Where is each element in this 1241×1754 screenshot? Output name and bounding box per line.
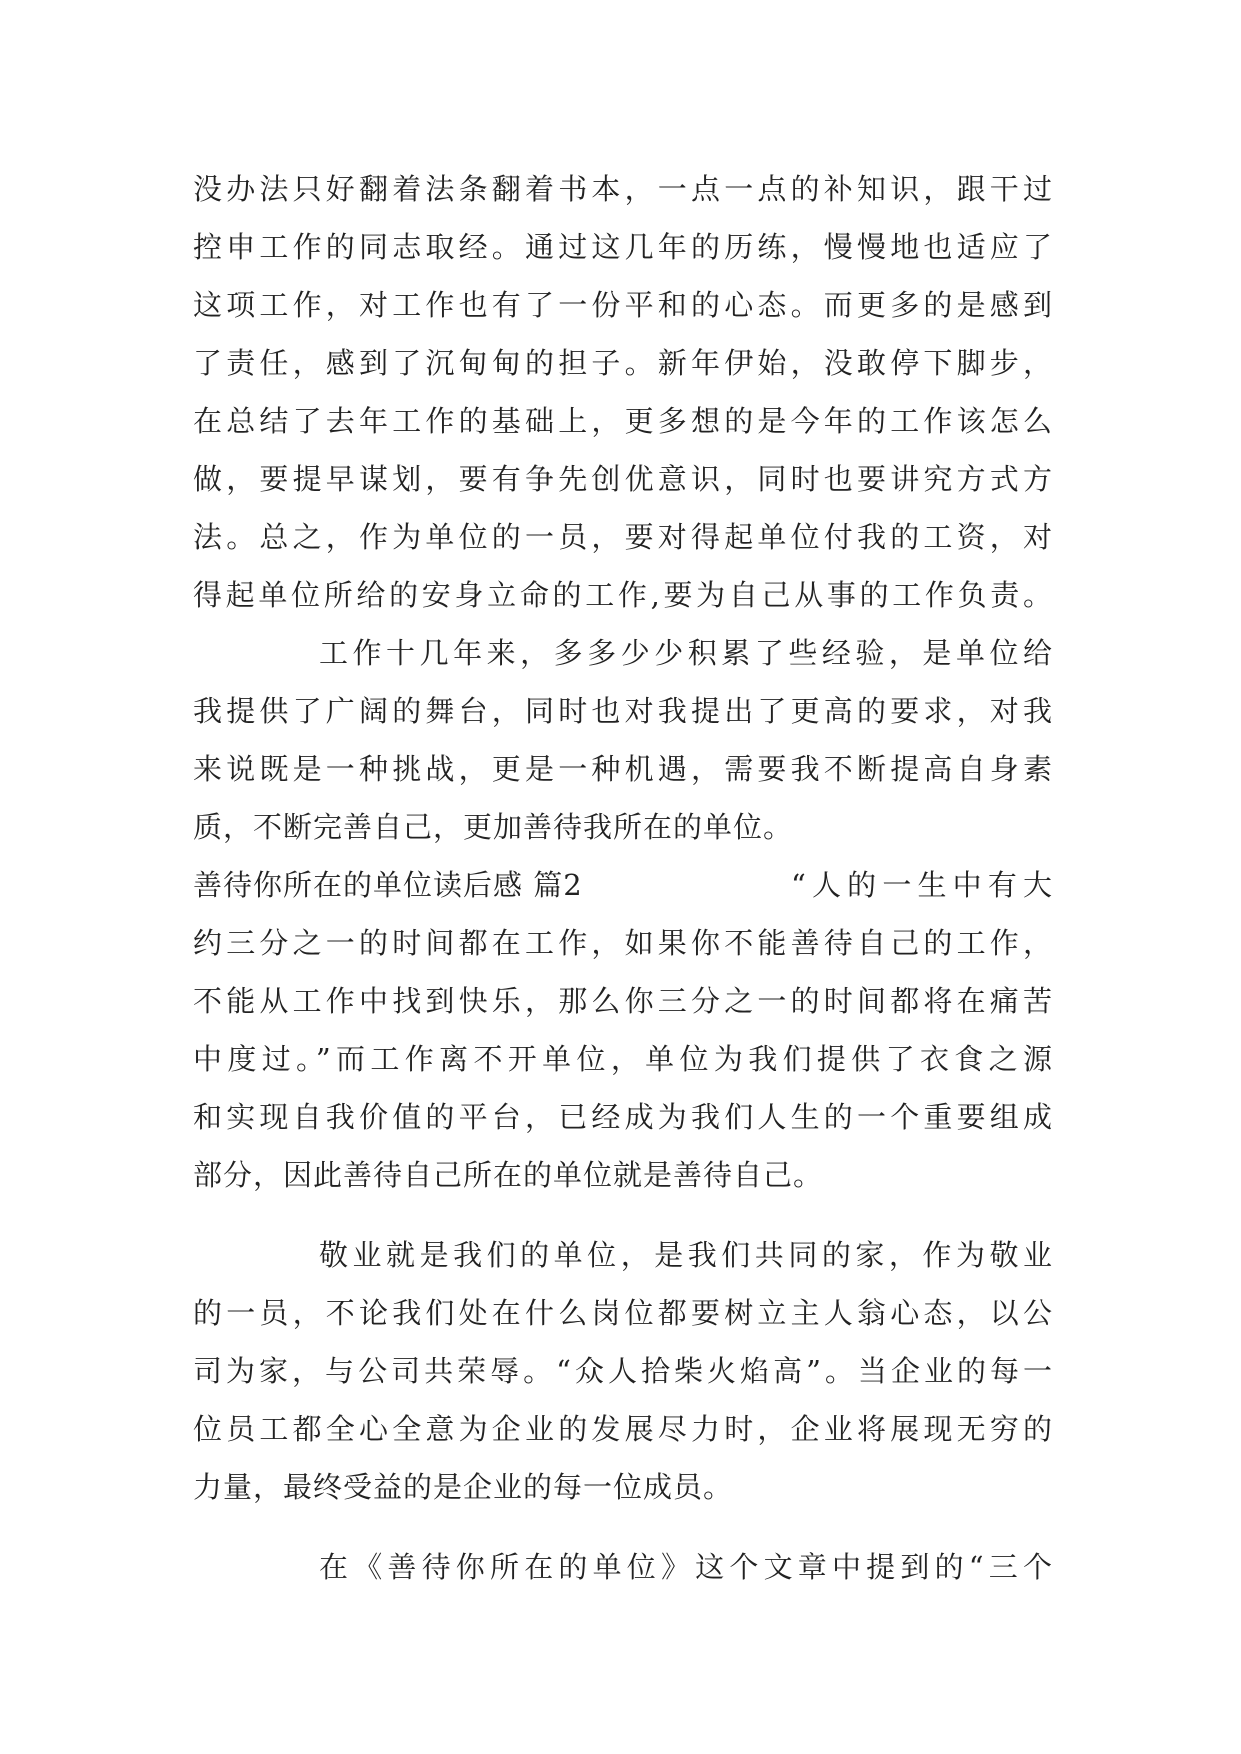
text-line: 法。总之，作为单位的一员，要对得起单位付我的工资，对 (193, 520, 1053, 554)
text-line: 我提供了广阔的舞台，同时也对我提出了更高的要求，对我 (193, 694, 1053, 728)
text-line: 在《善待你所在的单位》这个文章中提到的“三个 (319, 1550, 1053, 1584)
text-line: 和实现自我价值的平台，已经成为我们人生的一个重要组成 (193, 1100, 1053, 1134)
text-line: 位员工都全心全意为企业的发展尽力时，企业将展现无穷的 (193, 1412, 1053, 1446)
paragraph-gap (193, 1204, 1053, 1226)
text-line: 部分，因此善待自己所在的单位就是善待自己。 (193, 1158, 824, 1192)
paragraph (193, 160, 1053, 624)
paragraph-gap (193, 1516, 1053, 1538)
section-heading: 善待你所在的单位读后感 篇2 (193, 868, 583, 902)
text-line: 没办法只好翻着法条翻着书本，一点一点的补知识，跟干过 (193, 172, 1053, 206)
text-line: 工作十几年来，多多少少积累了些经验，是单位给 (319, 636, 1053, 670)
text-line: 来说既是一种挑战，更是一种机遇，需要我不断提高自身素 (193, 752, 1053, 786)
text-line: 不能从工作中找到快乐，那么你三分之一的时间都将在痛苦 (193, 984, 1053, 1018)
text-line: “人的一生中有大 (791, 868, 1053, 902)
text-line: 得起单位所给的安身立命的工作,要为自己从事的工作负责。 (193, 578, 1053, 612)
text-line: 敬业就是我们的单位，是我们共同的家，作为敬业 (319, 1238, 1053, 1272)
text-line: 质，不断完善自己，更加善待我所在的单位。 (193, 810, 794, 844)
text-line: 司为家，与公司共荣辱。“众人拾柴火焰高”。当企业的每一 (193, 1354, 1053, 1388)
section-heading-row (193, 856, 1053, 914)
document-body (193, 160, 1053, 1596)
paragraph (193, 1226, 1053, 1516)
text-line: 这项工作，对工作也有了一份平和的心态。而更多的是感到 (193, 288, 1053, 322)
paragraph (193, 1538, 1053, 1596)
text-line: 的一员，不论我们处在什么岗位都要树立主人翁心态，以公 (193, 1296, 1053, 1330)
text-line: 中度过。”而工作离不开单位，单位为我们提供了衣食之源 (193, 1042, 1053, 1076)
text-line: 了责任，感到了沉甸甸的担子。新年伊始，没敢停下脚步， (193, 346, 1053, 380)
text-line: 在总结了去年工作的基础上，更多想的是今年的工作该怎么 (193, 404, 1053, 438)
text-line: 约三分之一的时间都在工作，如果你不能善待自己的工作， (193, 926, 1053, 960)
text-line: 做，要提早谋划，要有争先创优意识，同时也要讲究方式方 (193, 462, 1053, 496)
text-line: 力量，最终受益的是企业的每一位成员。 (193, 1470, 734, 1504)
paragraph (193, 624, 1053, 856)
text-line: 控申工作的同志取经。通过这几年的历练，慢慢地也适应了 (193, 230, 1053, 264)
paragraph (193, 914, 1053, 1204)
